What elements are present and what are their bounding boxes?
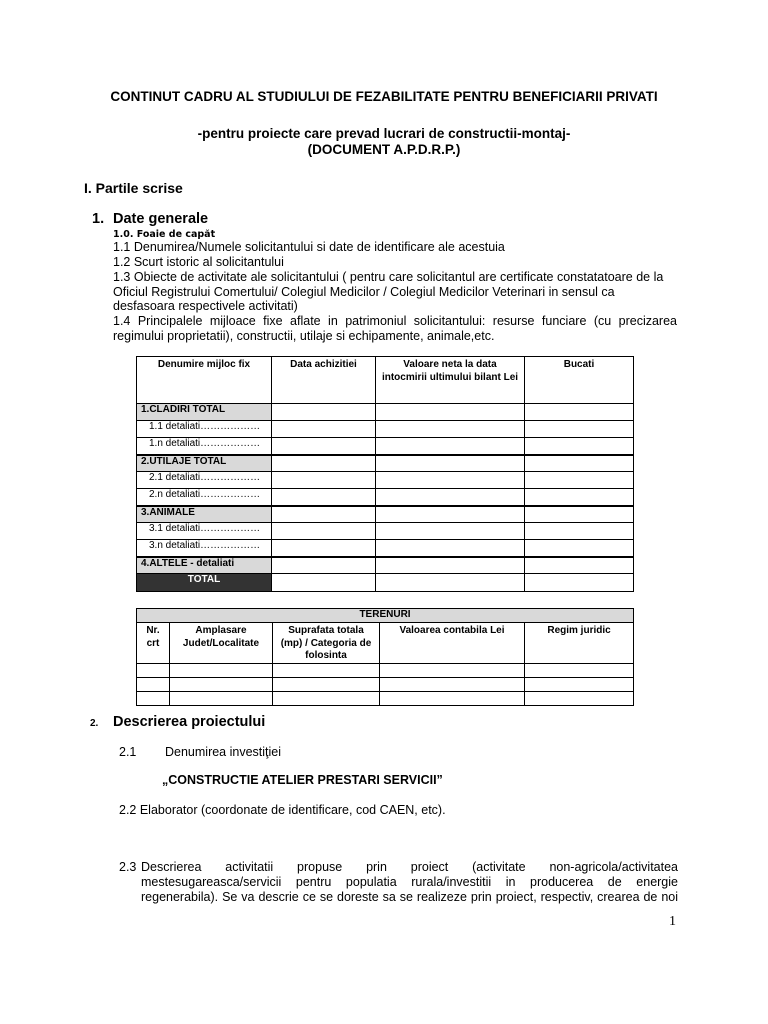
assets-table [136, 356, 634, 592]
col-header-data-achizitiei: Data achizitiei [272, 357, 376, 404]
item-1-4-line1: 1.4 Principalele mijloace fixe aflate in patrimoniul solicitantului: resurse funciare (cu precizarea [113, 314, 677, 328]
table-row [137, 489, 634, 506]
row-label-animale: 3.ANIMALE [137, 506, 272, 523]
item-1-2: 1.2 Scurt istoric al solicitantului [113, 255, 284, 269]
page-number: 1 [669, 914, 676, 929]
document-title: CONTINUT CADRU AL STUDIULUI DE FEZABILITATE PENTRU BENEFICIARII PRIVATI [110, 89, 658, 104]
item-2-1-number: 2.1 [119, 745, 137, 759]
row-label-detail: 1.n detaliati……………… [137, 438, 272, 455]
document-subtitle: -pentru proiecte care prevad lucrari de constructii-montaj- [197, 126, 571, 141]
table-row [137, 677, 634, 691]
row-label-cladiri-total: 1.CLADIRI TOTAL [137, 404, 272, 421]
row-label-detail: 3.n detaliati……………… [137, 540, 272, 557]
table-row [137, 663, 634, 677]
table-row [137, 506, 634, 523]
item-2-3-line2: mestesugareasca/servicii pentru populatia rurala/investitii in producerea de energie [141, 875, 678, 889]
item-foaie-de-capat: 1.0. Foaie de capăt [113, 229, 216, 240]
table-row-total [137, 574, 634, 592]
item-1-1: 1.1 Denumirea/Numele solicitantului si date de identificare ale acestuia [113, 240, 505, 254]
col-header-nr-crt: Nr. crt [137, 623, 170, 664]
land-table [136, 608, 634, 706]
document-source-label: (DOCUMENT A.P.D.R.P.) [307, 142, 461, 157]
land-table-header-row [137, 623, 634, 664]
row-label-altele: 4.ALTELE - detaliati [137, 557, 272, 574]
item-2-1-text: Denumirea investiţiei [165, 745, 282, 759]
table-row [137, 472, 634, 489]
section-title-descrierea-proiectului: Descrierea proiectului [113, 714, 266, 730]
item-2-3-number: 2.3 [119, 860, 137, 874]
col-header-regim-juridic: Regim juridic [525, 623, 634, 664]
section-number: 2. [90, 718, 99, 729]
table-row [137, 691, 634, 705]
row-label-detail: 2.1 detaliati……………… [137, 472, 272, 489]
table-row [137, 421, 634, 438]
table-row [137, 523, 634, 540]
table-row [137, 455, 634, 472]
item-2-3-line1: Descrierea activitatii propuse prin proiect (activitate non-agricola/activitatea [141, 860, 678, 874]
item-1-3-line3: desfasoara respectivele activitati) [113, 299, 298, 313]
col-header-valoare-neta: Valoare neta la data intocmirii ultimului bilant Lei [376, 357, 525, 404]
row-label-total: TOTAL [137, 574, 272, 592]
col-header-amplasare: Amplasare Judet/Localitate [170, 623, 273, 664]
col-header-denumire: Denumire mijloc fix [137, 357, 272, 404]
item-1-3-line2: Oficiul Registrului Comertului/ Colegiul Medicilor / Colegiul Medicilor Veterinari in sensul ca [113, 285, 615, 299]
row-label-utilaje-total: 2.UTILAJE TOTAL [137, 455, 272, 472]
table-row [137, 557, 634, 574]
section-heading-partile-scrise: I. Partile scrise [84, 180, 183, 196]
row-label-detail: 2.n detaliati……………… [137, 489, 272, 506]
table-row [137, 404, 634, 421]
land-table-title-row [137, 609, 634, 623]
subsection-title-date-generale: Date generale [113, 211, 209, 227]
project-name: „CONSTRUCTIE ATELIER PRESTARI SERVICII” [162, 773, 443, 787]
col-header-bucati: Bucati [525, 357, 634, 404]
row-label-detail: 3.1 detaliati……………… [137, 523, 272, 540]
col-header-suprafata: Suprafata totala (mp) / Categoria de folosinta [273, 623, 380, 664]
subsection-number: 1. [92, 211, 105, 227]
item-2-2: 2.2 Elaborator (coordonate de identificare, cod CAEN, etc). [119, 803, 446, 817]
table-row [137, 438, 634, 455]
land-table-title: TERENURI [137, 609, 634, 623]
row-label-detail: 1.1 detaliati……………… [137, 421, 272, 438]
table-row [137, 540, 634, 557]
item-2-3-line3: regenerabila). Se va descrie ce se doreste sa se realizeze prin proiect, respectiv, crearea de noi [141, 890, 678, 904]
assets-table-header-row [137, 357, 634, 404]
item-1-3-line1: 1.3 Obiecte de activitate ale solicitantului ( pentru care solicitantul are certificate constatatoare de la [113, 270, 664, 284]
col-header-valoarea-contabila: Valoarea contabila Lei [380, 623, 525, 664]
item-1-4-line2: regimului proprietatii), constructii, utilaje si echipamente, animale,etc. [113, 329, 495, 343]
